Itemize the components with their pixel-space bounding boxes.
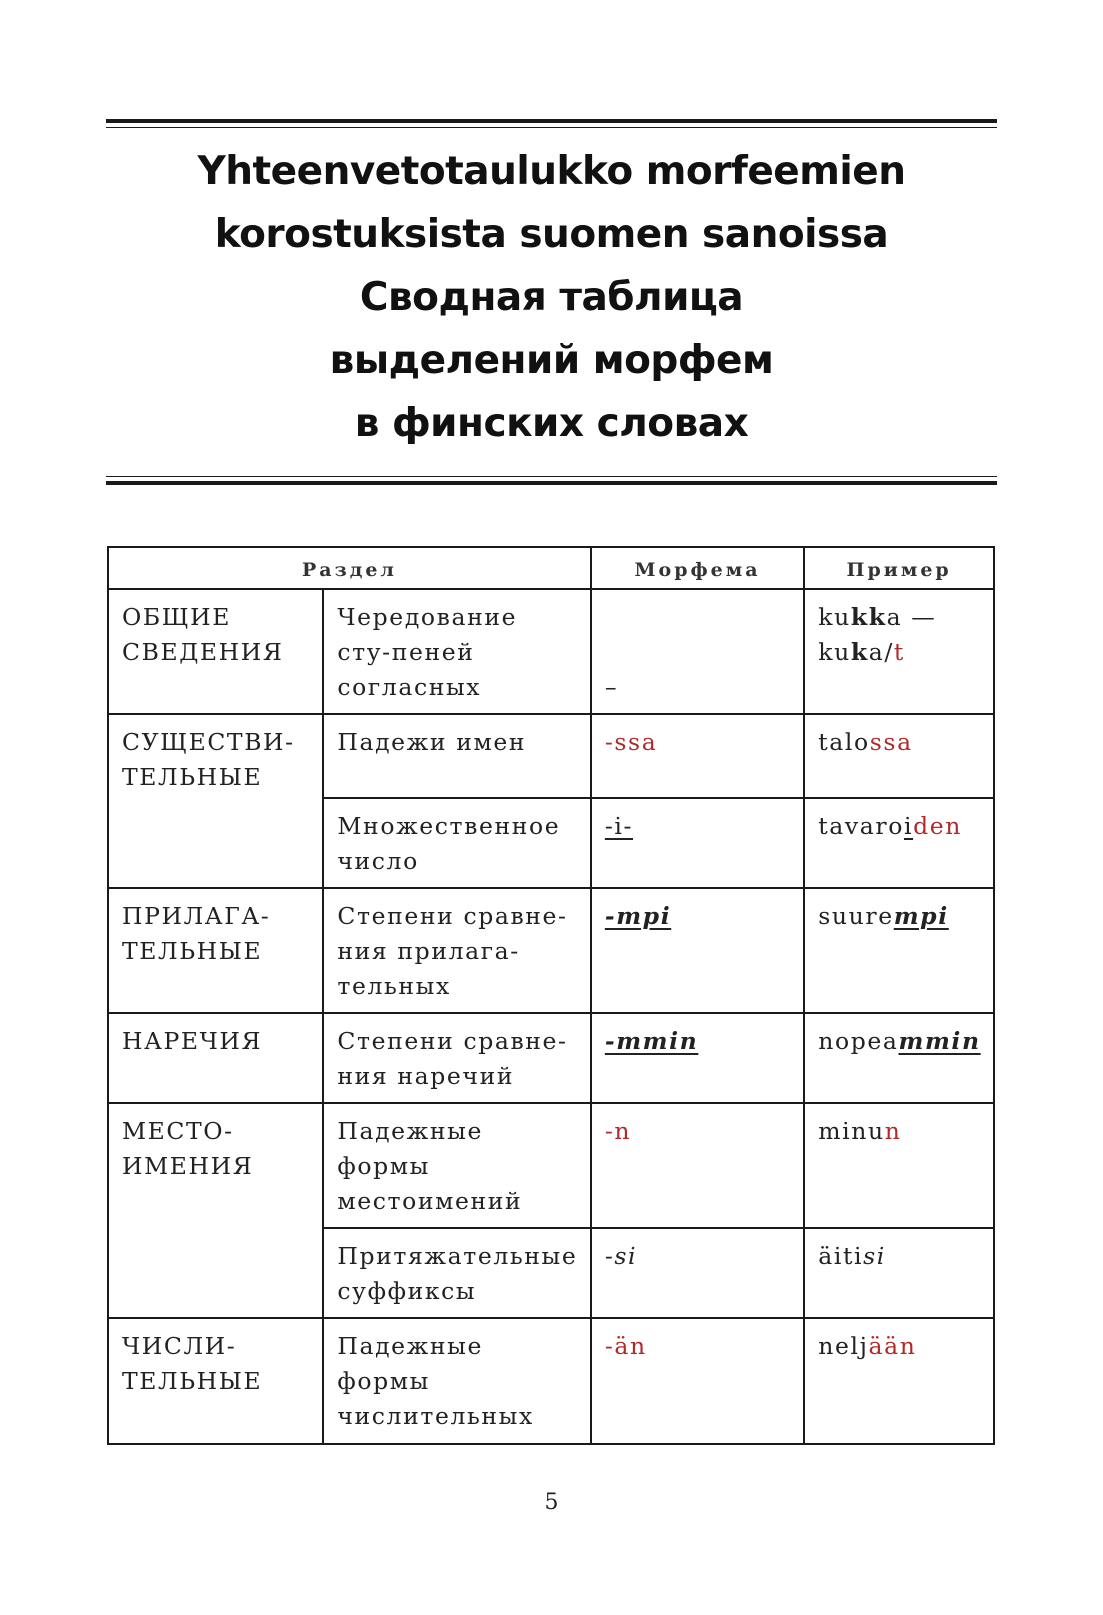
topic-cell: Множественное число xyxy=(323,798,590,888)
example-part: nelj xyxy=(818,1332,869,1360)
category-cell: ЧИСЛИ-ТЕЛЬНЫЕ xyxy=(108,1318,323,1444)
title-finnish-line-1: Yhteenvetotaulukko morfeemien xyxy=(197,149,906,194)
category-cell: НАРЕЧИЯ xyxy=(108,1013,323,1103)
example-part-highlight: ssa xyxy=(869,728,913,756)
title-russian-line-3: в финских словах xyxy=(354,401,749,446)
example-cell xyxy=(804,589,994,714)
example-part: minu xyxy=(818,1117,885,1145)
topic-cell: Степени сравне-ния наречий xyxy=(323,1013,590,1103)
top-double-rule xyxy=(106,119,997,128)
topic-cell: Притяжательные суффиксы xyxy=(323,1228,590,1318)
example-cell xyxy=(804,1103,994,1228)
topic-cell: Степени сравне-ния прилага-тельных xyxy=(323,888,590,1013)
category-cell: СУЩЕСТВИ-ТЕЛЬНЫЕ xyxy=(108,714,323,888)
table-row xyxy=(108,589,994,714)
title-russian-line-2: выделений морфем xyxy=(329,338,774,383)
morpheme-cell: -si xyxy=(591,1228,804,1318)
topic-cell: Падежные формы числительных xyxy=(323,1318,590,1444)
morpheme-cell: – xyxy=(591,589,804,714)
title-russian-line-1: Сводная таблица xyxy=(359,275,744,320)
example-part: tavaro xyxy=(818,812,904,840)
morpheme-cell: -n xyxy=(591,1103,804,1228)
example-part: ku xyxy=(818,603,851,631)
example-cell xyxy=(804,1318,994,1444)
table-row xyxy=(108,888,994,1013)
example-part: äiti xyxy=(818,1242,864,1270)
example-part: ku xyxy=(818,638,851,666)
topic-cell: Падежи имен xyxy=(323,714,590,798)
example-part-highlight: ään xyxy=(868,1332,917,1360)
title-block xyxy=(106,140,997,455)
example-part-highlight: kk xyxy=(850,603,887,631)
header-section: Раздел xyxy=(108,547,591,589)
example-part-highlight: mmin xyxy=(898,1027,981,1055)
example-part: a — xyxy=(886,603,937,631)
example-part: nopea xyxy=(818,1027,899,1055)
topic-cell: Падежные формы местоимений xyxy=(323,1103,590,1228)
example-cell xyxy=(804,888,994,1013)
example-part-highlight: mpi xyxy=(893,902,949,930)
category-cell: ОБЩИЕ СВЕДЕНИЯ xyxy=(108,589,323,714)
example-part-highlight: si xyxy=(863,1242,886,1270)
example-cell xyxy=(804,798,994,888)
table-row xyxy=(108,1013,994,1103)
example-part: talo xyxy=(818,728,870,756)
header-morpheme: Морфема xyxy=(591,547,804,589)
example-part: suure xyxy=(818,902,894,930)
example-part-highlight: den xyxy=(913,812,962,840)
morpheme-cell: -i- xyxy=(591,798,804,888)
table-row xyxy=(108,714,994,798)
example-part-highlight: i xyxy=(903,812,914,840)
morpheme-table xyxy=(107,546,995,1445)
example-cell xyxy=(804,1228,994,1318)
morpheme-cell: -än xyxy=(591,1318,804,1444)
morpheme-cell: -mmin xyxy=(591,1013,804,1103)
table-row xyxy=(108,1103,994,1228)
example-part: a/ xyxy=(868,638,894,666)
category-cell: ПРИЛАГА-ТЕЛЬНЫЕ xyxy=(108,888,323,1013)
topic-cell: Чередование сту-пеней согласных xyxy=(323,589,590,714)
example-part-highlight: k xyxy=(850,638,869,666)
example-cell xyxy=(804,1013,994,1103)
page-number: 5 xyxy=(544,1490,559,1515)
title-finnish-line-2: korostuksista suomen sanoissa xyxy=(214,212,889,257)
example-cell xyxy=(804,714,994,798)
example-part-highlight: t xyxy=(893,638,905,666)
header-example: Пример xyxy=(804,547,994,589)
morpheme-cell: -ssa xyxy=(591,714,804,798)
morpheme-cell: -mpi xyxy=(591,888,804,1013)
table-row xyxy=(108,1318,994,1444)
example-part-highlight: n xyxy=(884,1117,902,1145)
table-header-row xyxy=(108,547,994,589)
category-cell: МЕСТО-ИМЕНИЯ xyxy=(108,1103,323,1318)
bottom-double-rule xyxy=(106,476,997,485)
